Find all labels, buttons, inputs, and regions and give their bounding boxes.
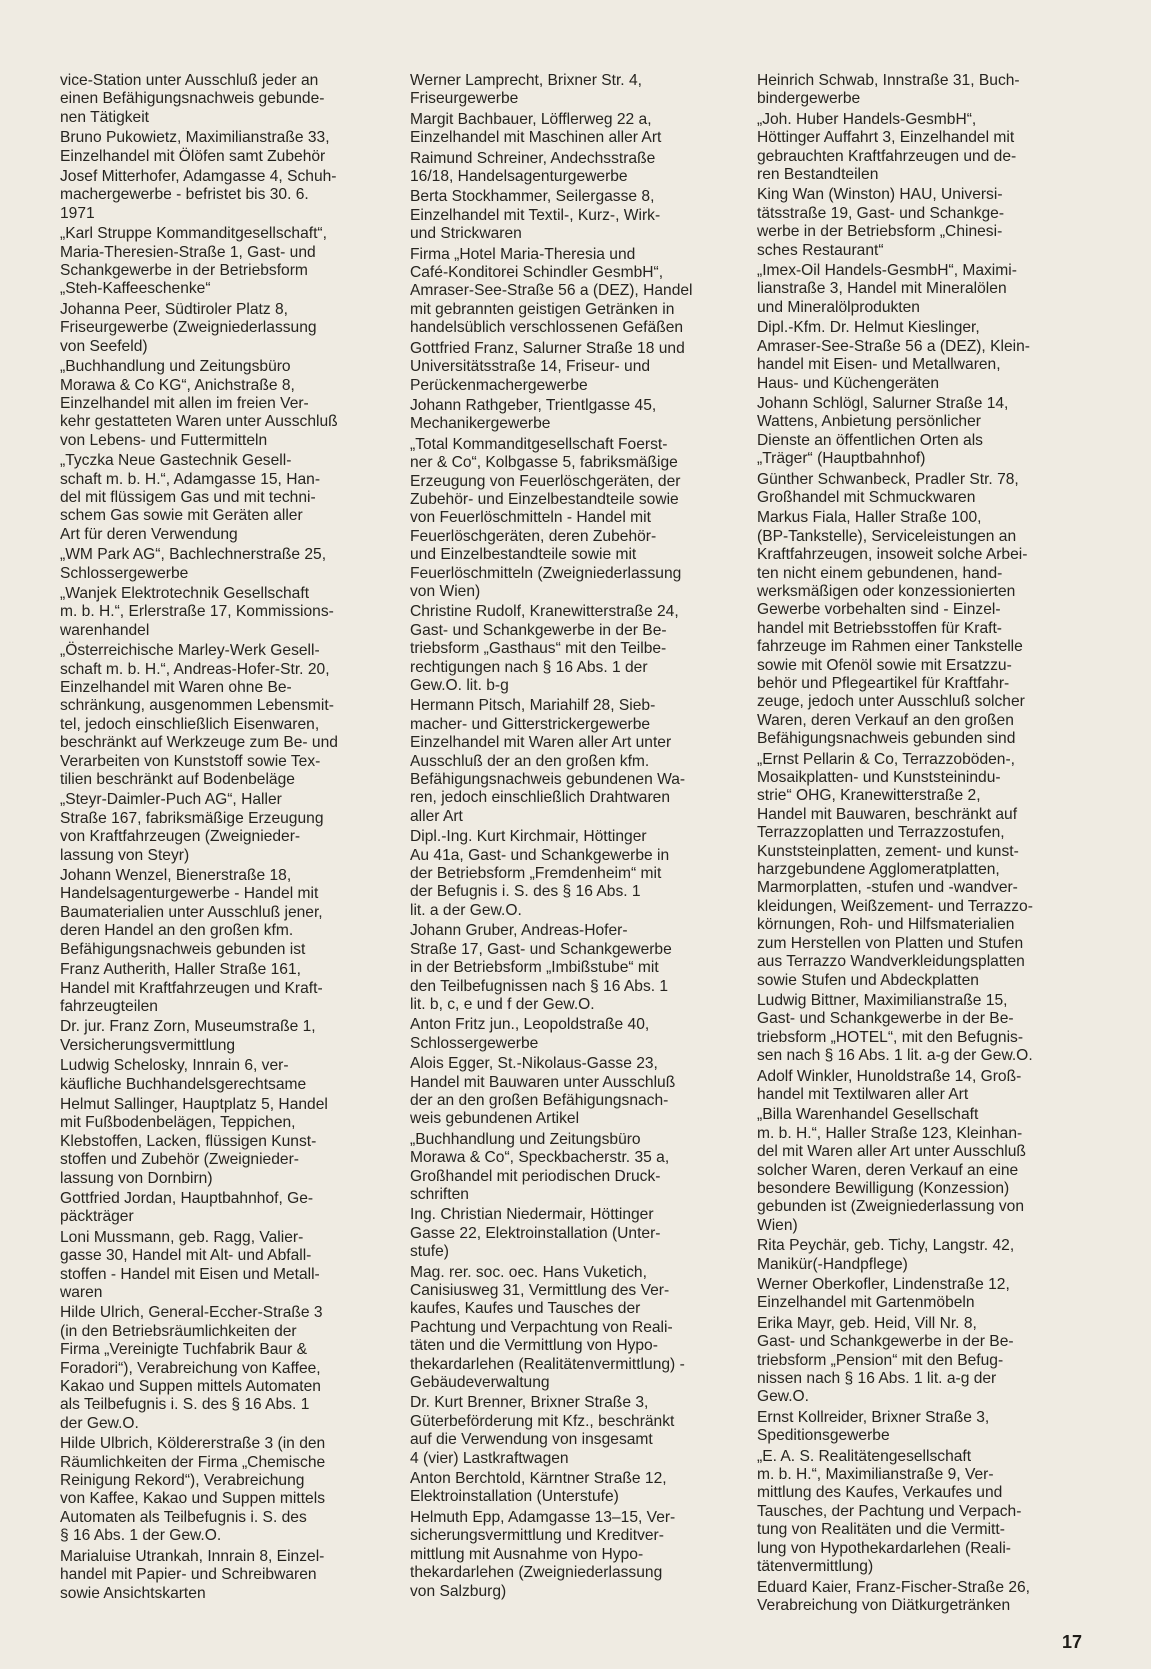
register-entry: „Total Kommanditgesellschaft Foerst- ner & Co“, Kolbgasse 5, fabriksmäßige Erzeugung von Feuerlöschgeräten, der Zubehör- und Einzelbestandteile sowie von Feuerlöschmitteln - Handel mit Feuerlöschgeräten, deren Zubehör- und Einzelbestandteile sowie mit Feuerlöschmitteln (Zweigniederlassung von Wien) — [410, 435, 682, 600]
register-entry: Gottfried Jordan, Hauptbahnhof, Ge- päckträger — [60, 1189, 314, 1226]
register-entry: „E. A. S. Realitätengesellschaft m. b. H.“, Maximilianstraße 9, Ver- mittlung des Kaufes, Verkaufes und Tausches, der Pachtung und Verpach- tung von Realitäten und die Vermitt- lung von Hypothekardarlehen (Reali- tätenvermittlung) — [757, 1447, 1022, 1576]
register-entry: Erika Mayr, geb. Heid, Vill Nr. 8, Gast- und Schankgewerbe in der Be- triebsform „Pension“ mit den Befug- nissen nach § 16 Abs. 1 lit. a-g der Gew.O. — [757, 1314, 1014, 1406]
register-entry: Ludwig Schelosky, Innrain 6, ver- käufliche Buchhandelsgerechtsame — [60, 1057, 307, 1093]
register-entry: Helmuth Epp, Adamgasse 13–15, Ver- sicherungsvermittlung und Kreditver- mittlung mit Ausnahme von Hypo- thekardarlehen (Zweigniederlassung von Salzburg) — [410, 1508, 676, 1600]
register-entry: „Billa Warenhandel Gesellschaft m. b. H.“, Haller Straße 123, Kleinhan- del mit Waren aller Art unter Ausschluß solcher Waren, deren Verkauf an eine besondere Bewilligung (Konzession) gebunden ist (Zweigniederlassung von Wien) — [757, 1106, 1026, 1234]
register-entry: Werner Oberkofler, Lindenstraße 12, Einzelhandel mit Gartenmöbeln — [757, 1276, 1010, 1312]
register-entry: Berta Stockhammer, Seilergasse 8, Einzelhandel mit Textil-, Kurz-, Wirk- und Strickwaren — [410, 188, 661, 243]
register-entry: „Joh. Huber Handels-GesmbH“, Höttinger Auffahrt 3, Einzelhandel mit gebrauchten Kraftfahrzeugen und de- ren Bestandteilen — [757, 110, 1017, 184]
register-entry: „Tyczka Neue Gastechnik Gesell- schaft m. b. H.“, Adamgasse 15, Han- del mit flüssigem Gas und mit techni- schem Gas sowie mit Geräten aller Art für deren Verwendung — [60, 452, 321, 543]
register-entry: Mag. rer. soc. oec. Hans Vuketich, Canisiusweg 31, Vermittlung des Ver- kaufes, Kaufes und Tausches der Pachtung und Verpachtung von Reali- täten und die Vermittlung von Hypo- thekardarlehen (Realitätenvermittlung) - Gebäudeverwaltung — [410, 1263, 685, 1392]
register-entry: „Steyr-Daimler-Puch AG“, Haller Straße 167, fabriksmäßige Erzeugung von Kraftfahrzeugen (Zweignieder- lassung von Steyr) — [60, 791, 324, 864]
page-number: 17 — [1062, 1632, 1083, 1652]
register-entry: Ludwig Bittner, Maximilianstraße 15, Gast- und Schankgewerbe in der Be- triebsform „HOTEL“, mit den Befugnis- sen nach § 16 Abs. 1 lit. a-g der Gew.O. — [757, 991, 1033, 1065]
register-entry: „Wanjek Elektrotechnik Gesellschaft m. b. H.“, Erlerstraße 17, Kommissions- warenhandel — [60, 584, 334, 639]
register-entry: Anton Fritz jun., Leopoldstraße 40, Schlossergewerbe — [410, 1016, 650, 1052]
register-entry: Markus Fiala, Haller Straße 100, (BP-Tankstelle), Serviceleistungen an Kraftfahrzeugen, insoweit solche Arbei- ten nicht einem gebundenen, hand- werksmäßigen oder konzessionierten Gewerbe vorbehalten sind - Einzel- handel mit Betriebsstoffen für Kraft- fahrzeuge im Rahmen einer Tankstelle sowie mit Ofenöl sowie mit Ersatzzu- behör und Pflegeartikel für Kraftfahr- zeuge, jedoch unter Ausschluß solcher Waren, deren Verkauf an den großen Befähigungsnachweis gebunden sind — [757, 509, 1028, 748]
register-entry: Ernst Kollreider, Brixner Straße 3, Speditionsgewerbe — [757, 1408, 990, 1445]
register-entry: Hilde Ulbrich, Köldererstraße 3 (in den Räumlichkeiten der Firma „Chemische Reinigung Rekord“), Verabreichung von Kaffee, Kakao und Suppen mittels Automaten als Teilbefugnis i. S. des § 16 Abs. 1 der Gew.O. — [60, 1435, 326, 1545]
register-entry: Dipl.-Kfm. Dr. Helmut Kieslinger, Amraser-See-Straße 56 a (DEZ), Klein- handel mit Eisen- und Metallwaren, Haus- und Küchengeräten — [757, 319, 1030, 392]
register-entry: „Karl Struppe Kommanditgesellschaft“, Maria-Theresien-Straße 1, Gast- und Schankgewerbe in der Betriebsform „Steh-Kaffeeschenke“ — [60, 225, 327, 298]
register-entry: Rita Peychär, geb. Tichy, Langstr. 42, Manikür(-Handpflege) — [757, 1237, 1015, 1273]
register-entry: Helmut Sallinger, Hauptplatz 5, Handel mit Fußbodenbelägen, Teppichen, Klebstoffen, Lacken, flüssigen Kunst- stoffen und Zubehör (Zweignieder- lassung von Dornbirn) — [60, 1095, 328, 1187]
register-entry: vice-Station unter Ausschluß jeder an einen Befähigungsnachweis gebunde- nen Tätigkeit — [60, 72, 325, 126]
register-entry: Dipl.-Ing. Kurt Kirchmair, Höttinger Au 41a, Gast- und Schankgewerbe in der Betriebsform „Fremdenheim“ mit der Befugnis i. S. des § 16 Abs. 1 lit. a der Gew.O. — [410, 828, 670, 919]
register-entry: Werner Lamprecht, Brixner Str. 4, Friseurgewerbe — [410, 72, 642, 108]
register-entry: Raimund Schreiner, Andechsstraße 16/18, Handelsagenturgewerbe — [410, 149, 656, 186]
register-entry: Johanna Peer, Südtiroler Platz 8, Friseurgewerbe (Zweigniederlassung von Seefeld) — [60, 300, 317, 355]
text-column-1 — [60, 72, 378, 1605]
register-entry: Christine Rudolf, Kranewitterstraße 24, Gast- und Schankgewerbe in der Be- triebsform „Gasthaus“ mit den Teilbe- rechtigungen nach § 16 Abs. 1 der Gew.O. lit. b-g — [410, 603, 679, 694]
register-entry: Marialuise Utrankah, Innrain 8, Einzel- handel mit Papier- und Schreibwaren sowie Ansichtskarten — [60, 1547, 325, 1602]
register-entry: Dr. jur. Franz Zorn, Museumstraße 1, Versicherungsvermittlung — [60, 1018, 316, 1054]
register-entry: „Buchhandlung und Zeitungsbüro Morawa & Co“, Speckbacherstr. 35 a, Großhandel mit periodischen Druck- schriften — [410, 1130, 670, 1203]
register-entry: Hilde Ulrich, General-Eccher-Straße 3 (in den Betriebsräumlichkeiten der Firma „Vereinigte Tuchfabrik Baur & Foradori“), Verabreichung von Kaffee, Kakao und Suppen mittels Automaten als Teilbefugnis i. S. des § 16 Abs. 1 der Gew.O. — [60, 1304, 323, 1432]
register-entry: Johann Wenzel, Bienerstraße 18, Handelsagenturgewerbe - Handel mit Baumaterialien unter Ausschluß jener, deren Handel an den großen kfm. Befähigungsnachweis gebunden ist — [60, 867, 323, 958]
register-entry: Ing. Christian Niedermair, Höttinger Gasse 22, Elektroinstallation (Unter- stufe) — [410, 1206, 661, 1261]
register-entry: Johann Rathgeber, Trientlgasse 45, Mechanikergewerbe — [410, 396, 657, 433]
register-entry: Johann Gruber, Andreas-Hofer- Straße 17, Gast- und Schankgewerbe in der Betriebsform „Imbißstube“ mit den Teilbefugnissen nach § 16 Abs. 1 lit. b, c, e und f der Gew.O. — [410, 922, 672, 1013]
register-entry: Heinrich Schwab, Innstraße 31, Buch- bindergewerbe — [757, 72, 1020, 108]
register-entry: Johann Schlögl, Salurner Straße 14, Wattens, Anbietung persönlicher Dienste an öffentlichen Orten als „Träger“ (Hauptbahnhof) — [757, 394, 1009, 468]
register-entry: „Imex-Oil Handels-GesmbH“, Maximi- lianstraße 3, Handel mit Mineralölen und Mineralölprodukten — [757, 262, 1017, 316]
register-entry: „Österreichische Marley-Werk Gesell- schaft m. b. H.“, Andreas-Hofer-Str. 20, Einzelhandel mit Waren ohne Be- schränkung, ausgenommen Lebensmit- tel, jedoch einschließlich Eisenwaren, beschränkt auf Werkzeuge zum Be- und Verarbeiten von Kunststoff sowie Tex- tilien beschränkt auf Bodenbeläge — [60, 642, 338, 789]
register-entry: Eduard Kaier, Franz-Fischer-Straße 26, Verabreichung von Diätkurgetränken — [757, 1578, 1030, 1614]
register-entry: Gottfried Franz, Salurner Straße 18 und Universitätsstraße 14, Friseur- und Perückenmachergewerbe — [410, 339, 685, 394]
register-entry: „Ernst Pellarin & Co, Terrazzoböden-, Mosaikplatten- und Kunststeinindu- strie“ OHG, Kranewitterstraße 2, Handel mit Bauwaren, beschränkt auf Terrazzoplatten und Terrazzostufen, Kunststeinplatten, zement- und kunst- harzgebundene Agglomeratplatten, Marmorplatten, -stufen und -wandver- kleidungen, Weißzement- und Terrazzo- körnungen, Roh- und Hilfsmaterialien zum Herstellen von Platten und Stufen aus Terrazzo Wandverkleidungsplatten sowie Stufen und Abdeckplatten — [757, 750, 1033, 989]
register-entry: Anton Berchtold, Kärntner Straße 12, Elektroinstallation (Unterstufe) — [410, 1470, 667, 1506]
register-entry: Bruno Pukowietz, Maximilianstraße 33, Einzelhandel mit Ölöfen samt Zubehör — [60, 129, 330, 165]
register-entry: Firma „Hotel Maria-Theresia und Café-Konditorei Schindler GesmbH“, Amraser-See-Straße 56 a (DEZ), Handel mit gebrannten geistigen Getränken in handelsüblich verschlossenen Gefäßen — [410, 245, 693, 337]
register-entry: Adolf Winkler, Hunoldstraße 14, Groß- handel mit Textilwaren aller Art — [757, 1067, 1022, 1103]
register-entry: Margit Bachbauer, Löfflerweg 22 a, Einzelhandel mit Maschinen aller Art — [410, 110, 662, 147]
register-entry: Josef Mitterhofer, Adamgasse 4, Schuh- machergewerbe - befristet bis 30. 6. 1971 — [60, 168, 337, 222]
register-entry: Alois Egger, St.-Nikolaus-Gasse 23, Handel mit Bauwaren unter Ausschluß der an den großen Befähigungsnach- weis gebundenen Artikel — [410, 1055, 676, 1128]
text-column-3 — [757, 72, 1092, 1617]
register-entry: Dr. Kurt Brenner, Brixner Straße 3, Güterbeförderung mit Kfz., beschränkt auf die Verwendung von insgesamt 4 (vier) Lastkraftwagen — [410, 1394, 675, 1467]
register-entry: Hermann Pitsch, Mariahilf 28, Sieb- macher- und Gitterstrickergewerbe Einzelhandel mit Waren aller Art unter Ausschluß der an den großen kfm. Befähigungsnachweis gebundenen Wa- ren, jedoch einschließlich Drahtwaren aller Art — [410, 697, 686, 825]
register-entry: „Buchhandlung und Zeitungsbüro Morawa & Co KG“, Anichstraße 8, Einzelhandel mit allen im freien Ver- kehr gestatteten Waren unter Ausschluß von Lebens- und Futtermitteln — [60, 358, 338, 449]
register-entry: Franz Autherith, Haller Straße 161, Handel mit Kraftfahrzeugen und Kraft- fahrzeugteilen — [60, 961, 323, 1015]
register-entry: „WM Park AG“, Bachlechnerstraße 25, Schlossergewerbe — [60, 546, 327, 582]
text-column-2 — [410, 72, 730, 1603]
register-entry: Günther Schwanbeck, Pradler Str. 78, Großhandel mit Schmuckwaren — [757, 470, 1019, 506]
register-entry: Loni Mussmann, geb. Ragg, Valier- gasse 30, Handel mit Alt- und Abfall- stoffen - Handel mit Eisen und Metall- waren — [60, 1228, 320, 1301]
register-entry: King Wan (Winston) HAU, Universi- tätsstraße 19, Gast- und Schankge- werbe in der Betriebsform „Chinesi- sches Restaurant“ — [757, 186, 1005, 259]
